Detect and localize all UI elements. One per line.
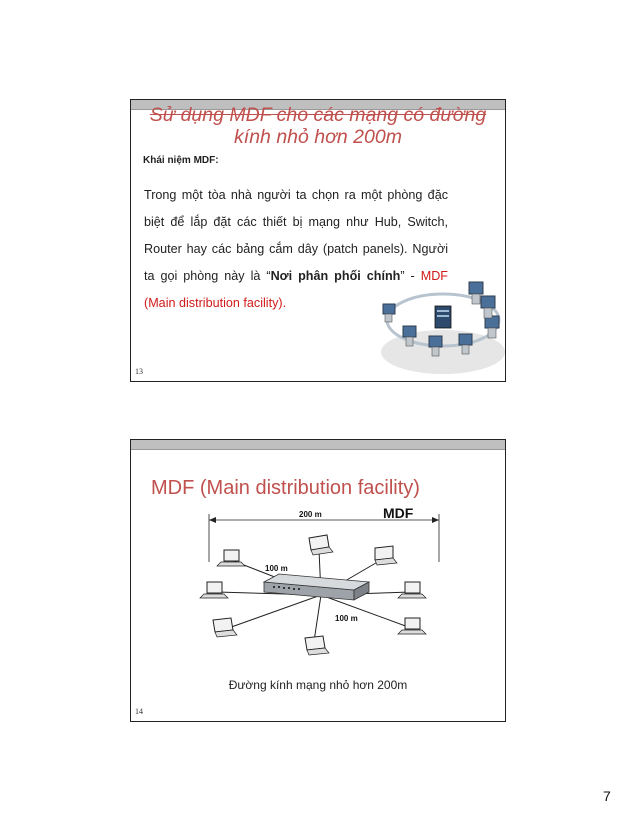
pc-3 <box>398 582 426 598</box>
body-text-1: Trong một tòa nhà người ta chọn ra một phòng đặc biệt để lắp đặt các thiết bị mạng như Hub, Switch, Router hay các bảng cắm dây (patch panels). Người ta gọi phòng này là “ <box>144 188 448 283</box>
laptop-3 <box>213 618 237 637</box>
slide-13 <box>130 99 506 382</box>
hub-switch <box>264 574 369 600</box>
body-paragraph <box>144 182 448 317</box>
slide-title-line2: kính nhỏ hơn 200m <box>234 126 402 148</box>
slide-number: 14 <box>135 707 143 716</box>
diagram-caption: Đường kính mạng nhỏ hơn 200m <box>228 678 408 692</box>
laptop-2 <box>375 546 397 565</box>
label-mdf: MDF <box>383 505 414 521</box>
slide-title-line1: Sử dụng MDF cho các mạng có đường <box>149 104 487 126</box>
label-100m-bottom: 100 m <box>335 614 358 623</box>
pc-4 <box>398 618 426 634</box>
page-number: 7 <box>603 788 611 804</box>
slide-title <box>131 104 505 148</box>
slide-14 <box>130 439 506 722</box>
mdf-network-diagram <box>161 500 481 670</box>
pc-1 <box>217 550 245 566</box>
pc-2 <box>200 582 228 598</box>
body-text-2: ” - <box>400 269 421 283</box>
slide-title: MDF (Main distribution facility) <box>151 477 420 499</box>
body-bold-term: Nơi phân phối chính <box>270 269 401 283</box>
concept-heading: Khái niệm MDF: <box>143 155 219 166</box>
label-200m: 200 m <box>299 510 322 519</box>
laptop-4 <box>305 636 329 655</box>
label-100m-top: 100 m <box>265 564 288 573</box>
slide-number: 13 <box>135 367 143 376</box>
slide-title-bar <box>131 440 505 450</box>
laptop-1 <box>309 535 333 555</box>
body-red-term: MDF (Main distribution facility). <box>144 269 448 310</box>
